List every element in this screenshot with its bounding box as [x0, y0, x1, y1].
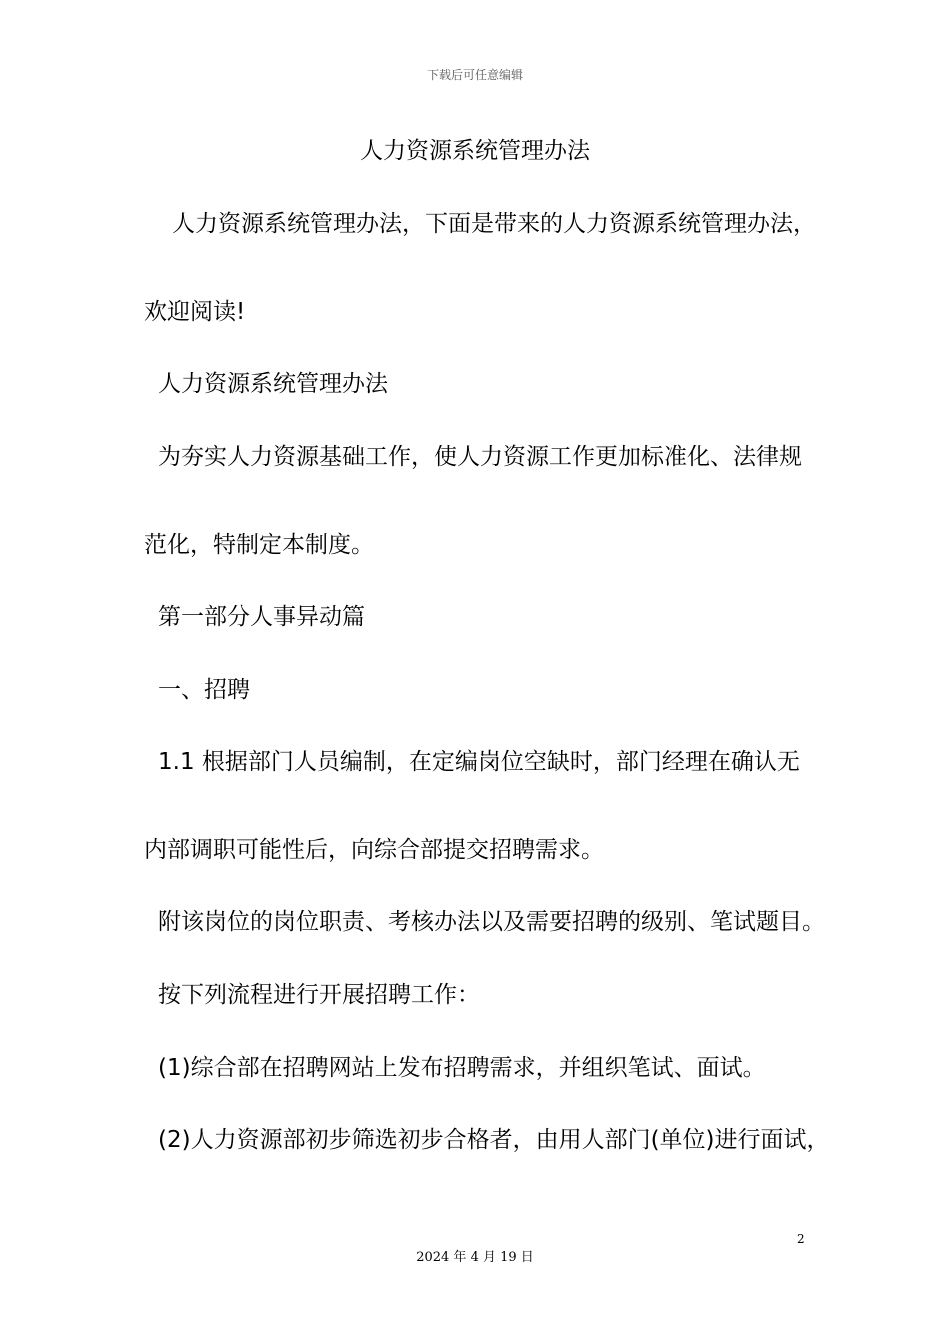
- paragraph-line: 附该岗位的岗位职责、考核办法以及需要招聘的级别、笔试题目。: [158, 909, 825, 935]
- header-note: 下载后可任意编辑: [426, 68, 523, 82]
- list-item: (1)综合部在招聘网站上发布招聘需求，并组织笔试、面试。: [158, 1055, 766, 1081]
- section-heading: 第一部分人事异动篇: [158, 604, 365, 630]
- document-title: 人力资源系统管理办法: [360, 138, 590, 164]
- section-heading: 人力资源系统管理办法: [158, 371, 388, 397]
- paragraph-line: 1.1 根据部门人员编制，在定编岗位空缺时，部门经理在确认无: [158, 749, 800, 775]
- paragraph-line: 内部调职可能性后，向综合部提交招聘需求。: [144, 837, 604, 863]
- paragraph-line: 按下列流程进行开展招聘工作：: [158, 982, 480, 1008]
- footer-date: 2024 年 4 月 19 日: [416, 1250, 534, 1265]
- paragraph-line: 欢迎阅读!: [144, 299, 246, 325]
- section-heading: 一、招聘: [158, 677, 250, 703]
- list-item: (2)人力资源部初步筛选初步合格者，由用人部门(单位)进行面试，: [158, 1127, 830, 1153]
- paragraph-line: 为夯实人力资源基础工作，使人力资源工作更加标准化、法律规: [158, 444, 802, 470]
- paragraph-line: 范化，特制定本制度。: [144, 532, 374, 558]
- paragraph-line: 人力资源系统管理办法，下面是带来的人力资源系统管理办法，: [172, 211, 816, 237]
- page-number: 2: [797, 1232, 805, 1246]
